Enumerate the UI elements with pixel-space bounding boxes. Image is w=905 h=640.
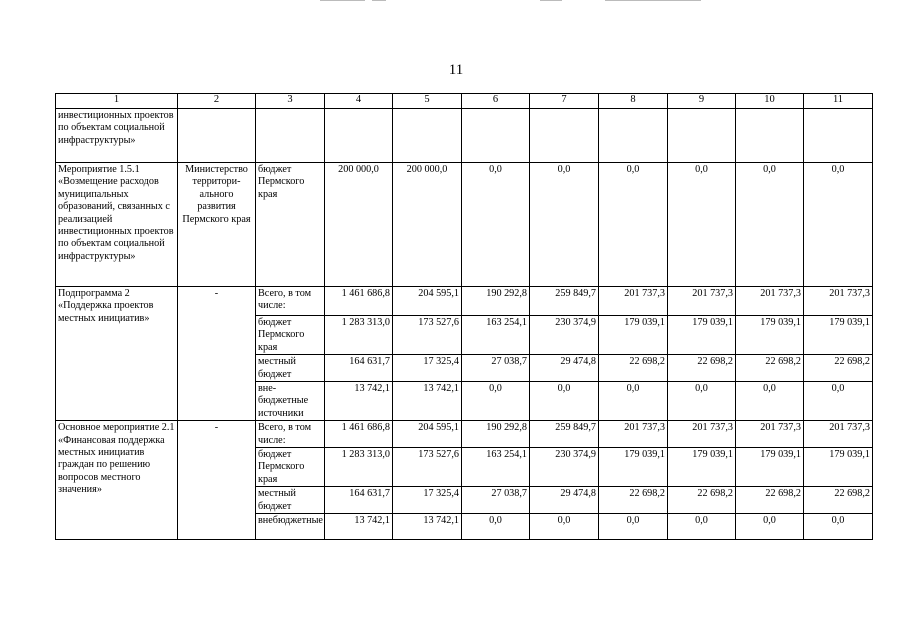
amount-cell: 201 737,3 [736, 421, 804, 448]
funding-source: бюджет Пермского края [256, 448, 325, 487]
measure-name: Мероприятие 1.5.1 «Возмещение расходов муниципальных образований, связанных с реализацией инвестиционных проектов по объектам социальной инфраструктуры» [56, 163, 178, 287]
column-number: 5 [393, 94, 462, 109]
empty-cell [325, 109, 393, 163]
amount-cell: 1 283 313,0 [325, 316, 393, 355]
amount-cell: 0,0 [804, 514, 873, 540]
table-row [56, 163, 873, 287]
empty-cell [804, 109, 873, 163]
amount-cell: 22 698,2 [599, 487, 668, 514]
executor-cell: - [178, 421, 256, 540]
amount-cell: 27 038,7 [462, 487, 530, 514]
amount-cell: 179 039,1 [736, 448, 804, 487]
amount-cell: 13 742,1 [393, 514, 462, 540]
empty-cell [256, 109, 325, 163]
amount-cell: 1 283 313,0 [325, 448, 393, 487]
amount-cell: 173 527,6 [393, 316, 462, 355]
amount-cell: 1 461 686,8 [325, 287, 393, 316]
amount-cell: 190 292,8 [462, 421, 530, 448]
amount-cell: 201 737,3 [599, 287, 668, 316]
amount-cell: 13 742,1 [393, 382, 462, 421]
amount-cell: 0,0 [736, 163, 804, 287]
amount-cell: 179 039,1 [804, 316, 873, 355]
amount-cell: 22 698,2 [668, 487, 736, 514]
amount-cell: 179 039,1 [736, 316, 804, 355]
executor-cell: - [178, 287, 256, 421]
amount-cell: 17 325,4 [393, 355, 462, 382]
empty-cell [462, 109, 530, 163]
amount-cell: 0,0 [462, 514, 530, 540]
budget-table [55, 93, 873, 540]
amount-cell: 0,0 [668, 382, 736, 421]
amount-cell: 27 038,7 [462, 355, 530, 382]
funding-source: Всего, в том числе: [256, 421, 325, 448]
amount-cell: 1 461 686,8 [325, 421, 393, 448]
amount-cell: 17 325,4 [393, 487, 462, 514]
amount-cell: 179 039,1 [668, 316, 736, 355]
amount-cell: 204 595,1 [393, 421, 462, 448]
amount-cell: 0,0 [668, 514, 736, 540]
continued-measure-name: инвестиционных проектов по объектам социальной инфраструктуры» [56, 109, 178, 163]
amount-cell: 164 631,7 [325, 487, 393, 514]
funding-source: вне-бюджетные источники [256, 382, 325, 421]
scan-edge-rule [320, 0, 365, 1]
amount-cell: 0,0 [736, 382, 804, 421]
amount-cell: 179 039,1 [599, 448, 668, 487]
funding-source: местный бюджет [256, 487, 325, 514]
amount-cell: 201 737,3 [736, 287, 804, 316]
amount-cell: 29 474,8 [530, 355, 599, 382]
funding-source: Всего, в том числе: [256, 287, 325, 316]
amount-cell: 0,0 [530, 382, 599, 421]
amount-cell: 179 039,1 [804, 448, 873, 487]
amount-cell: 259 849,7 [530, 287, 599, 316]
amount-cell: 204 595,1 [393, 287, 462, 316]
amount-cell: 22 698,2 [599, 355, 668, 382]
amount-cell: 0,0 [530, 514, 599, 540]
column-number: 1 [56, 94, 178, 109]
column-number: 10 [736, 94, 804, 109]
scan-edge-rule [372, 0, 386, 1]
amount-cell: 259 849,7 [530, 421, 599, 448]
amount-cell: 0,0 [668, 163, 736, 287]
amount-cell: 22 698,2 [736, 355, 804, 382]
scan-edge-rule [540, 0, 562, 1]
amount-cell: 22 698,2 [804, 355, 873, 382]
scan-edge-rule [605, 0, 701, 1]
empty-cell [668, 109, 736, 163]
empty-cell [530, 109, 599, 163]
amount-cell: 0,0 [462, 382, 530, 421]
column-number: 3 [256, 94, 325, 109]
amount-cell: 200 000,0 [393, 163, 462, 287]
amount-cell: 0,0 [462, 163, 530, 287]
amount-cell: 190 292,8 [462, 287, 530, 316]
column-number: 7 [530, 94, 599, 109]
amount-cell: 13 742,1 [325, 514, 393, 540]
amount-cell: 201 737,3 [804, 287, 873, 316]
subprogram-name: Подпрограмма 2 «Поддержка проектов местных инициатив» [56, 287, 178, 421]
amount-cell: 0,0 [530, 163, 599, 287]
amount-cell: 179 039,1 [668, 448, 736, 487]
table-row [56, 287, 873, 316]
amount-cell: 22 698,2 [804, 487, 873, 514]
column-number: 6 [462, 94, 530, 109]
column-number: 4 [325, 94, 393, 109]
amount-cell: 0,0 [599, 163, 668, 287]
column-number: 9 [668, 94, 736, 109]
amount-cell: 163 254,1 [462, 316, 530, 355]
empty-cell [736, 109, 804, 163]
amount-cell: 200 000,0 [325, 163, 393, 287]
amount-cell: 29 474,8 [530, 487, 599, 514]
funding-source: внебюджетные [256, 514, 325, 540]
column-number: 11 [804, 94, 873, 109]
table-row [56, 421, 873, 448]
amount-cell: 201 737,3 [668, 287, 736, 316]
amount-cell: 201 737,3 [599, 421, 668, 448]
amount-cell: 201 737,3 [804, 421, 873, 448]
funding-source: бюджет Пермского края [256, 316, 325, 355]
amount-cell: 22 698,2 [668, 355, 736, 382]
amount-cell: 201 737,3 [668, 421, 736, 448]
column-number-row [56, 94, 873, 109]
funding-source: местный бюджет [256, 355, 325, 382]
empty-cell [178, 109, 256, 163]
amount-cell: 163 254,1 [462, 448, 530, 487]
amount-cell: 13 742,1 [325, 382, 393, 421]
amount-cell: 179 039,1 [599, 316, 668, 355]
amount-cell: 0,0 [804, 163, 873, 287]
amount-cell: 0,0 [804, 382, 873, 421]
main-measure-name: Основное мероприятие 2.1 «Финансовая поддержка местных инициатив граждан по решению вопросов местного значения» [56, 421, 178, 540]
empty-cell [393, 109, 462, 163]
column-number: 2 [178, 94, 256, 109]
funding-source: бюджет Пермского края [256, 163, 325, 287]
page-number: 11 [448, 62, 464, 78]
empty-cell [599, 109, 668, 163]
amount-cell: 173 527,6 [393, 448, 462, 487]
executor-cell: Министерство территори-ального развития Пермского края [178, 163, 256, 287]
amount-cell: 22 698,2 [736, 487, 804, 514]
amount-cell: 0,0 [599, 514, 668, 540]
table-row [56, 109, 873, 163]
amount-cell: 164 631,7 [325, 355, 393, 382]
amount-cell: 230 374,9 [530, 316, 599, 355]
amount-cell: 230 374,9 [530, 448, 599, 487]
amount-cell: 0,0 [736, 514, 804, 540]
column-number: 8 [599, 94, 668, 109]
amount-cell: 0,0 [599, 382, 668, 421]
